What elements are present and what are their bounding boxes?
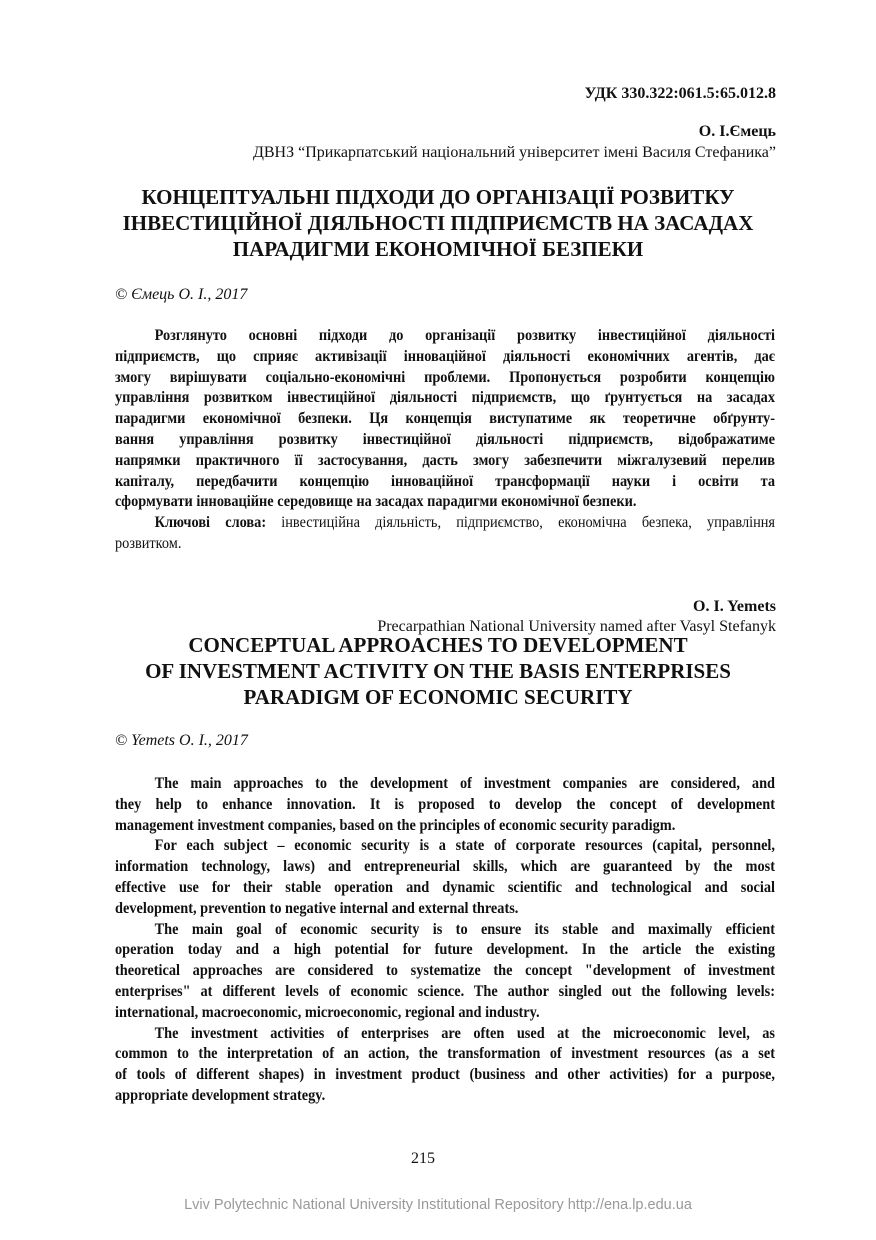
author-en: O. I. Yemets: [693, 598, 776, 615]
abstract-line: сформувати інноваційне середовище на засадах парадигми економічної безпеки.: [115, 491, 637, 511]
abstract-line: напрямки практичного її застосування, дасть змогу забезпечити міжгалузевий перелив: [115, 449, 775, 469]
abstract-line: they help to enhance innovation. It is proposed to develop the concept of development: [115, 793, 775, 813]
abstract-line: appropriate development strategy.: [115, 1084, 326, 1104]
title-line: ІНВЕСТИЦІЙНОЇ ДІЯЛЬНОСТІ ПІДПРИЄМСТВ НА ЗАСАДАХ: [122, 211, 754, 235]
title-line: CONCEPTUAL APPROACHES TO DEVELOPMENT: [188, 633, 688, 657]
abstract-line: парадигми економічної безпеки. Ця концепція виступатиме як теоретичне обґрунту-: [115, 408, 775, 428]
abstract-line: капіталу, передбачити концепцію інноваційної трансформації науки і освіти та: [115, 470, 775, 490]
abstract-line: theoretical approaches are considered to systematize the concept "development of investment: [115, 960, 775, 980]
title-line: ПАРАДИГМИ ЕКОНОМІЧНОЇ БЕЗПЕКИ: [232, 237, 644, 261]
abstract-line: The investment activities of enterprises are often used at the microeconomic level, as: [154, 1022, 775, 1042]
keywords-ua: [115, 512, 775, 533]
affiliation-ua: ДВНЗ “Прикарпатський національний університет імені Василя Стефаника”: [252, 144, 776, 161]
abstract-line: змогу вирішувати соціально-економічні проблеми. Пропонується розробити концепцію: [115, 366, 775, 386]
abstract-line: The main goal of economic security is to ensure its stable and maximally efficient: [154, 918, 775, 938]
abstract-line: development, prevention to negative internal and external threats.: [115, 897, 519, 917]
author-ua: О. І.Ємець: [698, 123, 776, 140]
copyright-ua: © Ємець О. І., 2017: [115, 286, 248, 303]
abstract-line: operation today and a high potential for future development. In the article the existing: [115, 939, 775, 959]
udk-code: УДК 330.322:061.5:65.012.8: [584, 85, 776, 102]
abstract-line: вання управління розвитку інвестиційної діяльності підприємств, відображатиме: [115, 428, 775, 448]
abstract-ua: [115, 325, 775, 554]
abstract-en: [115, 773, 775, 1106]
abstract-line: common to the interpretation of an action, the transformation of investment resources (as a set: [115, 1043, 775, 1063]
repository-footer: Lviv Polytechnic National University Institutional Repository http://ena.lp.edu.ua: [184, 1197, 692, 1213]
abstract-line: For each subject – economic security is a state of corporate resources (capital, personnel,: [154, 835, 775, 855]
affiliation-en: Precarpathian National University named after Vasyl Stefanyk: [377, 618, 776, 635]
abstract-line: information technology, laws) and entrepreneurial skills, which are guaranteed by the most: [115, 856, 775, 876]
abstract-line: The main approaches to the development of investment companies are considered, and: [154, 773, 775, 792]
abstract-line: управління розвитком інвестиційної діяльності підприємств, що ґрунтується на засадах: [115, 387, 775, 407]
title-line: OF INVESTMENT ACTIVITY ON THE BASIS ENTERPRISES: [145, 659, 731, 683]
title-line: PARADIGM OF ECONOMIC SECURITY: [243, 685, 633, 709]
abstract-line: of tools of different shapes) in investment product (business and other activities) for a purpose,: [115, 1064, 775, 1084]
keywords-text-cont: розвитком.: [115, 532, 182, 552]
title-ua: [0, 184, 876, 262]
keywords-label: Ключові слова:: [154, 512, 267, 532]
title-en: [0, 632, 876, 710]
abstract-line: enterprises" at different levels of economic science. The author singled out the following levels:: [115, 980, 775, 1000]
page-number: 215: [411, 1150, 435, 1167]
abstract-line: management investment companies, based on the principles of economic security paradigm.: [115, 814, 676, 834]
title-line: КОНЦЕПТУАЛЬНІ ПІДХОДИ ДО ОРГАНІЗАЦІЇ РОЗВИТКУ: [141, 185, 735, 209]
abstract-line: effective use for their stable operation and dynamic scientific and technological and social: [115, 876, 775, 896]
abstract-line: підприємств, що сприяє активізації інноваційної діяльності економічних агентів, дає: [115, 345, 775, 365]
abstract-line: Розглянуто основні підходи до організації розвитку інвестиційної діяльності: [154, 325, 775, 344]
abstract-line: international, macroeconomic, microeconomic, regional and industry.: [115, 1001, 540, 1021]
keywords-text: інвестиційна діяльність, підприємство, економічна безпека, управління: [266, 512, 775, 532]
copyright-en: © Yemets O. I., 2017: [115, 732, 248, 749]
